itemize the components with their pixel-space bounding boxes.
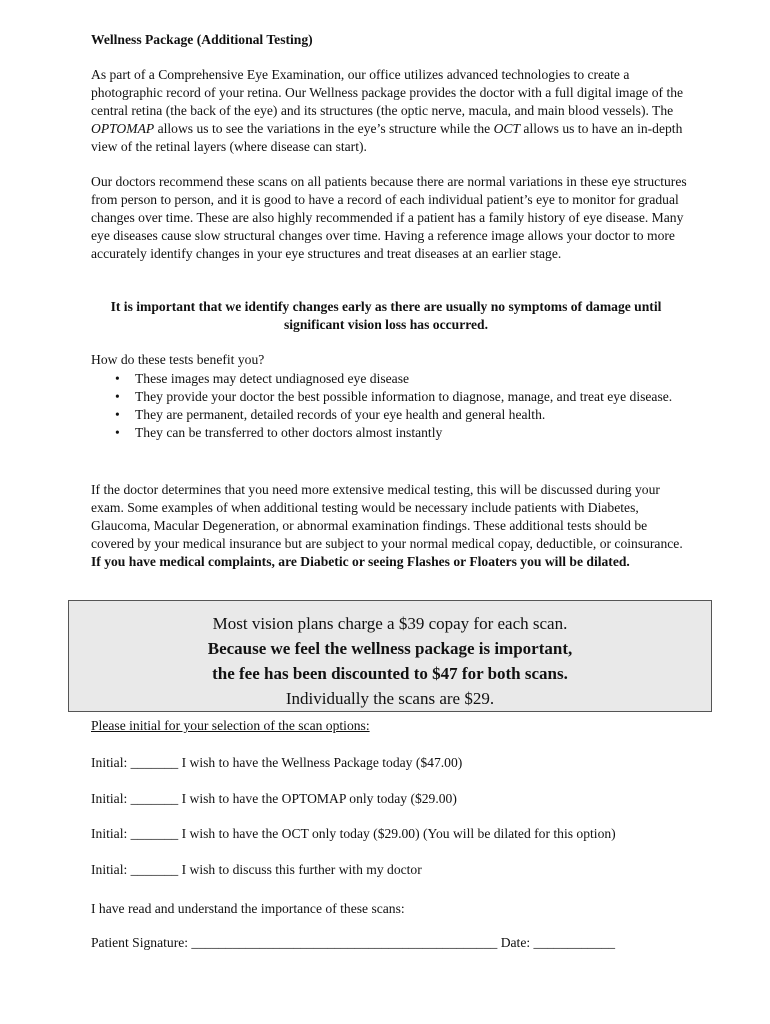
initial-field[interactable]: Initial: _______ — [91, 755, 179, 770]
optomap-term: OPTOMAP — [91, 121, 155, 136]
initial-field[interactable]: Initial: _______ — [91, 826, 179, 841]
document-title: Wellness Package (Additional Testing) — [91, 32, 313, 47]
oct-term: OCT — [493, 121, 521, 136]
list-item: • These images may detect undiagnosed eye disease — [91, 370, 691, 388]
intro-paragraph: As part of a Comprehensive Eye Examination, our office utilizes advanced technologies to create a photographic record of your retina. Our Wellness package provides the doctor with a full digital image of the central retina (the back of the eye) and its structures (the optic nerve, macula, and main blood vessels). The OPTOMAP allows us to see the variations in the eye’s structure while the OCT allows us to have an in-depth view of the retinal layers (where disease can start). — [91, 67, 684, 154]
recommendation-paragraph: Our doctors recommend these scans on all patients because there are normal variations in these eye structures from person to person, and it is good to have a record of each individual patient’s eye to monitor for gradual changes over time. These are also highly recommended if a patient has a family history of eye disease. Many eye diseases cause slow structural changes over time. Having a reference image allows your doctor to more accurately identify changes in your eye structures and treat diseases at an earlier stage. — [91, 174, 687, 261]
option-label: I wish to discuss this further with my doctor — [181, 862, 422, 877]
dilation-notice: If you have medical complaints, are Diabetic or seeing Flashes or Floaters you will be dilated. — [91, 554, 630, 569]
option-oct-only — [91, 825, 711, 843]
pricing-line: Because we feel the wellness package is important, — [207, 639, 573, 658]
additional-testing-paragraph: If the doctor determines that you need more extensive medical testing, this will be discussed during your exam. Some examples of when additional testing would be necessary include patients with Diabetes, Glaucoma, Macular Degeneration, or abnormal examination findings. These additional tests should be covered by your medical insurance but are subject to your normal medical copay, deductible, or coinsurance. If you have medical complaints, are Diabetic or seeing Flashes or Floaters you will be dilated. — [91, 482, 683, 569]
pricing-line: the fee has been discounted to $47 for both scans. — [212, 664, 568, 683]
option-discuss-with-doctor — [91, 861, 711, 879]
pricing-box — [68, 600, 712, 712]
initial-field[interactable]: Initial: _______ — [91, 862, 179, 877]
pricing-line: Individually the scans are $29. — [285, 689, 495, 708]
list-item: • They can be transferred to other doctors almost instantly — [91, 424, 691, 442]
emphasis-statement: It is important that we identify changes early as there are usually no symptoms of damage until significant vision loss has occurred. — [110, 299, 662, 332]
initial-field[interactable]: Initial: _______ — [91, 791, 179, 806]
option-wellness-package — [91, 754, 711, 772]
option-label: I wish to have the Wellness Package today ($47.00) — [181, 755, 463, 770]
option-optomap-only — [91, 790, 711, 808]
signature-line — [91, 934, 711, 952]
pricing-line: Most vision plans charge a $39 copay for each scan. — [212, 614, 568, 633]
list-item: • They are permanent, detailed records of your eye health and general health. — [91, 406, 691, 424]
selection-instruction: Please initial for your selection of the scan options: — [91, 718, 370, 733]
option-label: I wish to have the OPTOMAP only today ($29.00) — [181, 791, 457, 806]
list-item: • They provide your doctor the best possible information to diagnose, manage, and treat eye disease. — [91, 388, 691, 406]
benefits-list — [91, 370, 691, 442]
benefits-question: How do these tests benefit you? — [91, 352, 265, 367]
date-field[interactable]: Date: ____________ — [500, 935, 616, 950]
option-label: I wish to have the OCT only today ($29.00) (You will be dilated for this option) — [181, 826, 616, 841]
acknowledgement-statement: I have read and understand the importance of these scans: — [91, 901, 405, 916]
signature-field[interactable]: Patient Signature: _____________________________________________ — [91, 935, 498, 950]
